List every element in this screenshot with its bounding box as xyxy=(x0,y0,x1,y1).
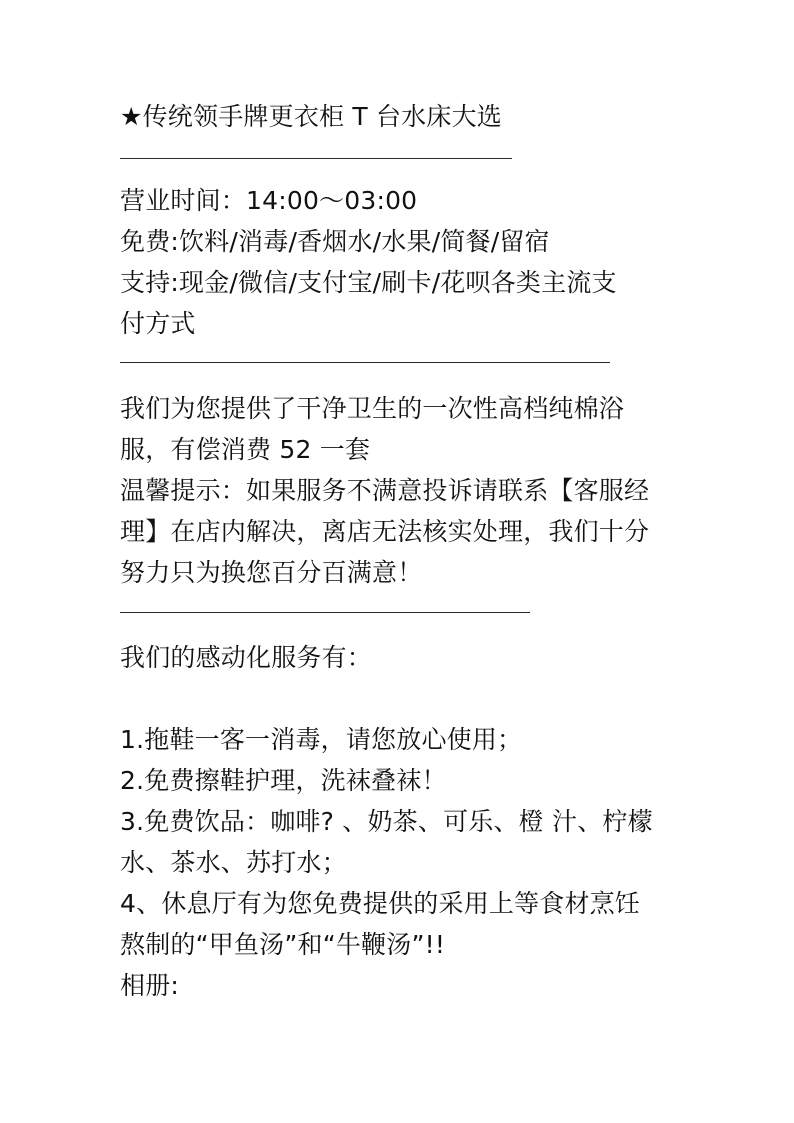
service-item-4-line-1: 4、休息厅有为您免费提供的采用上等食材烹饪 xyxy=(120,889,641,918)
service-item-4-line-2: 熬制的“甲鱼汤”和“牛鞭汤”!! xyxy=(120,930,446,959)
service-item-3-line-1: 3.免费饮品：咖啡? 、奶茶、可乐、橙 汁、柠檬 xyxy=(120,807,653,836)
services-heading: 我们的感动化服务有： xyxy=(120,643,373,672)
business-hours: 营业时间：14:00～03:00 xyxy=(120,186,418,215)
notice-line-1: 我们为您提供了干净卫生的一次性高档纯棉浴 xyxy=(120,394,625,423)
free-items: 免费:饮料/消毒/香烟水/水果/简餐/留宿 xyxy=(120,227,550,256)
notice-line-5: 努力只为换您百分百满意！ xyxy=(120,558,423,587)
notice-line-2: 服，有偿消费 52 一套 xyxy=(120,435,371,464)
divider xyxy=(120,362,610,363)
service-item-1: 1.拖鞋一客一消毒，请您放心使用； xyxy=(120,725,523,754)
payment-methods-line-2: 付方式 xyxy=(120,309,196,338)
divider xyxy=(120,158,512,159)
service-item-2: 2.免费擦鞋护理，洗袜叠袜！ xyxy=(120,766,447,795)
divider xyxy=(120,612,530,613)
service-item-3-line-2: 水、茶水、苏打水； xyxy=(120,848,347,877)
title-line: ★传统领手牌更衣柜 T 台水床大选 xyxy=(120,102,502,131)
notice-line-3: 温馨提示：如果服务不满意投诉请联系【客服经 xyxy=(120,476,650,505)
notice-line-4: 理】在店内解决，离店无法核实处理，我们十分 xyxy=(120,517,650,546)
album-label: 相册: xyxy=(120,971,180,1000)
payment-methods-line-1: 支持:现金/微信/支付宝/刷卡/花呗各类主流支 xyxy=(120,268,617,297)
